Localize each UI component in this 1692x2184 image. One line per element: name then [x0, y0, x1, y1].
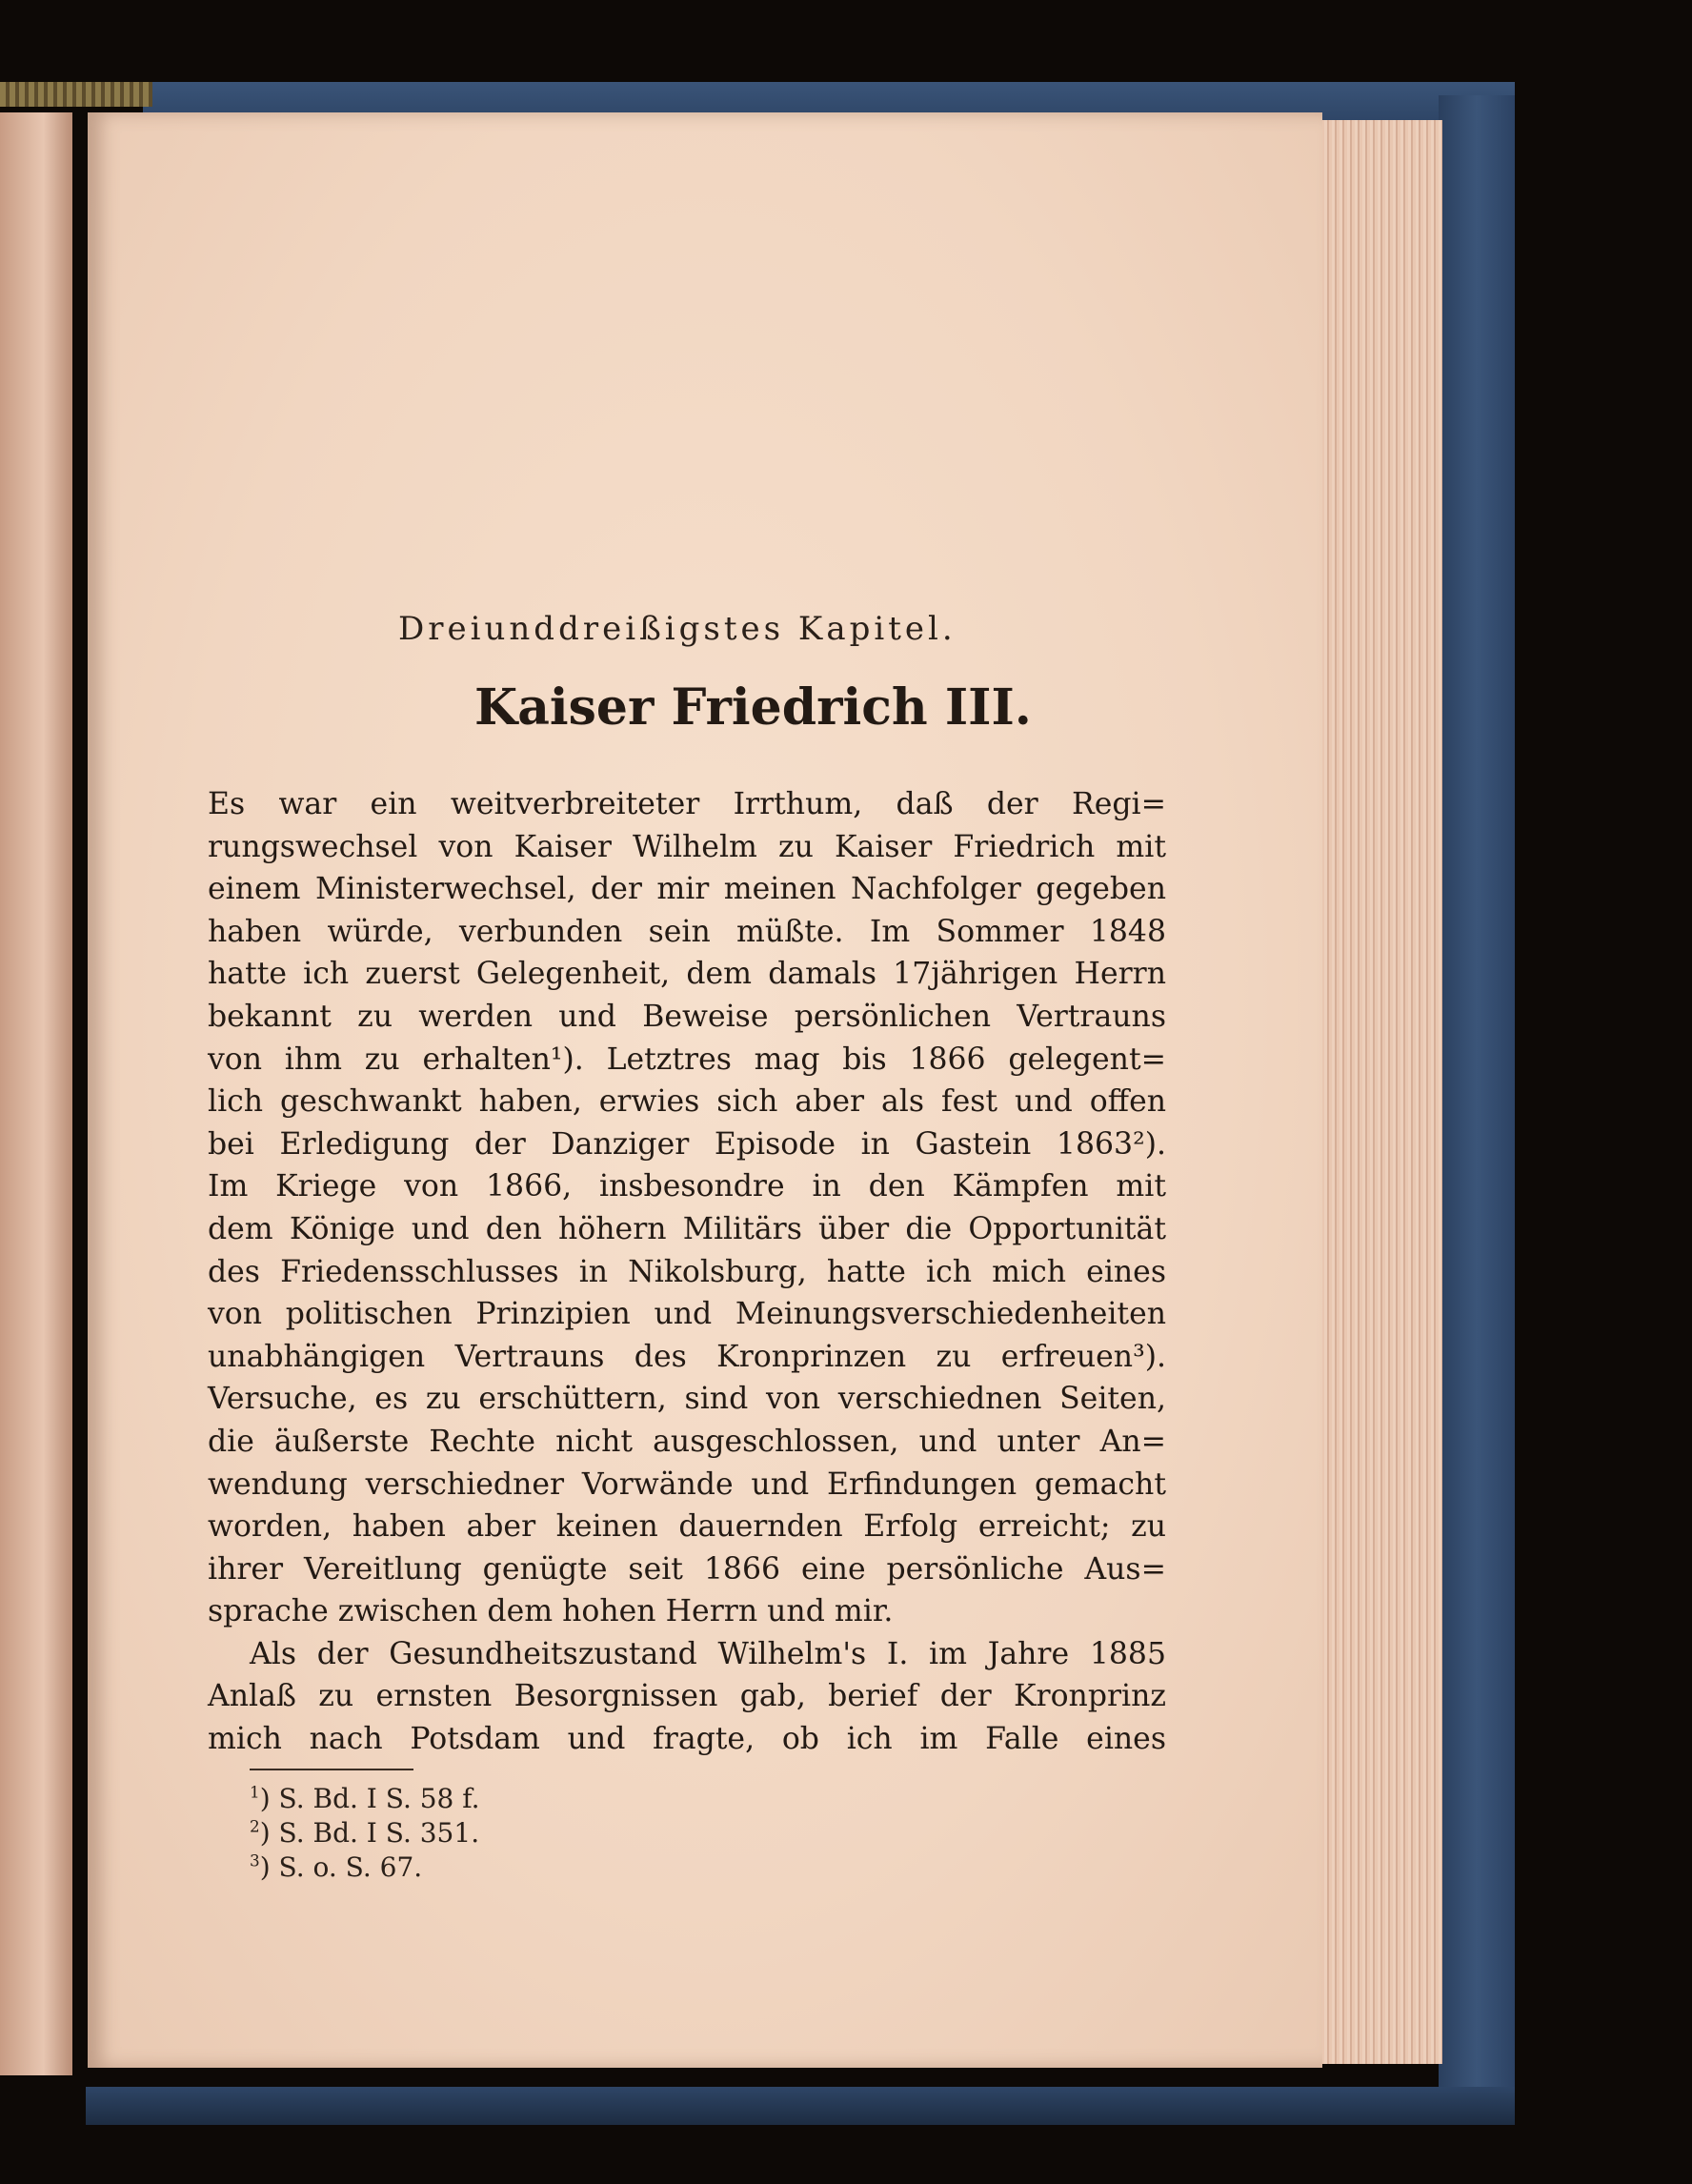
text-line: bei Erledigung der Danziger Episode in Gastein 1863²). — [208, 1126, 1166, 1162]
text-line: unabhängigen Vertrauns des Kronprinzen zu erfreuen³). — [208, 1339, 1166, 1374]
chapter-label: Dreiunddreißigstes Kapitel. — [398, 610, 957, 648]
text-line: hatte ich zuerst Gelegenheit, dem damals 17jährigen Herrn — [208, 957, 1166, 992]
footnote: $^1$) S. Bd. I S. 58 f. — [250, 1782, 480, 1814]
footnote-marker: 2 — [250, 1816, 260, 1836]
text-line: des Friedensschlusses in Nikolsburg, hatte ich mich eines — [208, 1254, 1166, 1289]
text-line: sprache zwischen dem hohen Herrn und mir. — [208, 1594, 894, 1629]
page-stack-edge — [1317, 120, 1442, 2064]
body-text — [208, 783, 1166, 1761]
text-line: ihrer Vereitlung genügte seit 1866 eine persönliche Aus= — [208, 1551, 1166, 1587]
headband — [0, 82, 152, 107]
text-line: die äußerste Rechte nicht ausgeschlossen, und unter An= — [208, 1424, 1166, 1459]
text-line: Versuche, es zu erschüttern, sind von verschiednen Seiten, — [208, 1382, 1166, 1417]
text-line: Als der Gesundheitszustand Wilhelm's I. im Jahre 1885 — [250, 1636, 1166, 1671]
text-line: rungswechsel von Kaiser Wilhelm zu Kaiser Friedrich mit — [208, 829, 1166, 864]
footnote-divider — [250, 1769, 413, 1770]
chapter-title: Kaiser Friedrich III. — [474, 678, 1032, 737]
footnote-text: S. Bd. I S. 58 f. — [278, 1783, 480, 1814]
text-line: Es war ein weitverbreiteter Irrthum, daß der Regi= — [208, 787, 1166, 821]
text-line: dem Könige und den höhern Militärs über die Opportunität — [208, 1211, 1166, 1246]
book-cover-bottom — [86, 2087, 1515, 2125]
text-line: von politischen Prinzipien und Meinungsverschiedenheiten — [208, 1297, 1166, 1332]
footnote-text: S. o. S. 67. — [278, 1851, 423, 1883]
text-line: wendung verschiedner Vorwände und Erfindungen gemacht — [208, 1466, 1166, 1502]
footnote: $^3$) S. o. S. 67. — [250, 1850, 423, 1883]
text-line: mich nach Potsdam und fragte, ob ich im Falle eines — [208, 1722, 1166, 1757]
text-line: lich geschwankt haben, erwies sich aber als fest und offen — [208, 1084, 1166, 1120]
text-line: einem Ministerwechsel, der mir meinen Nachfolger gegeben — [208, 872, 1166, 907]
text-line: bekannt zu werden und Beweise persönlichen Vertrauns — [208, 999, 1166, 1034]
text-line: worden, haben aber keinen dauernden Erfolg erreicht; zu — [208, 1509, 1166, 1545]
footnote-text: S. Bd. I S. 351. — [278, 1817, 480, 1849]
text-line: Im Kriege von 1866, insbesondre in den Kämpfen mit — [208, 1169, 1166, 1204]
left-page-edge — [0, 112, 72, 2075]
footnotes — [250, 1782, 480, 1885]
text-line: von ihm zu erhalten¹). Letztres mag bis 1866 gelegent= — [208, 1041, 1166, 1077]
book-cover-spine-edge — [1439, 95, 1515, 2115]
text-line: Anlaß zu ernsten Besorgnissen gab, berief der Kronprinz — [208, 1679, 1166, 1714]
footnote-marker: 3 — [250, 1850, 260, 1871]
footnote: $^2$) S. Bd. I S. 351. — [250, 1816, 480, 1849]
footnote-marker: 1 — [250, 1782, 260, 1802]
text-line: haben würde, verbunden sein müßte. Im Sommer 1848 — [208, 914, 1166, 949]
